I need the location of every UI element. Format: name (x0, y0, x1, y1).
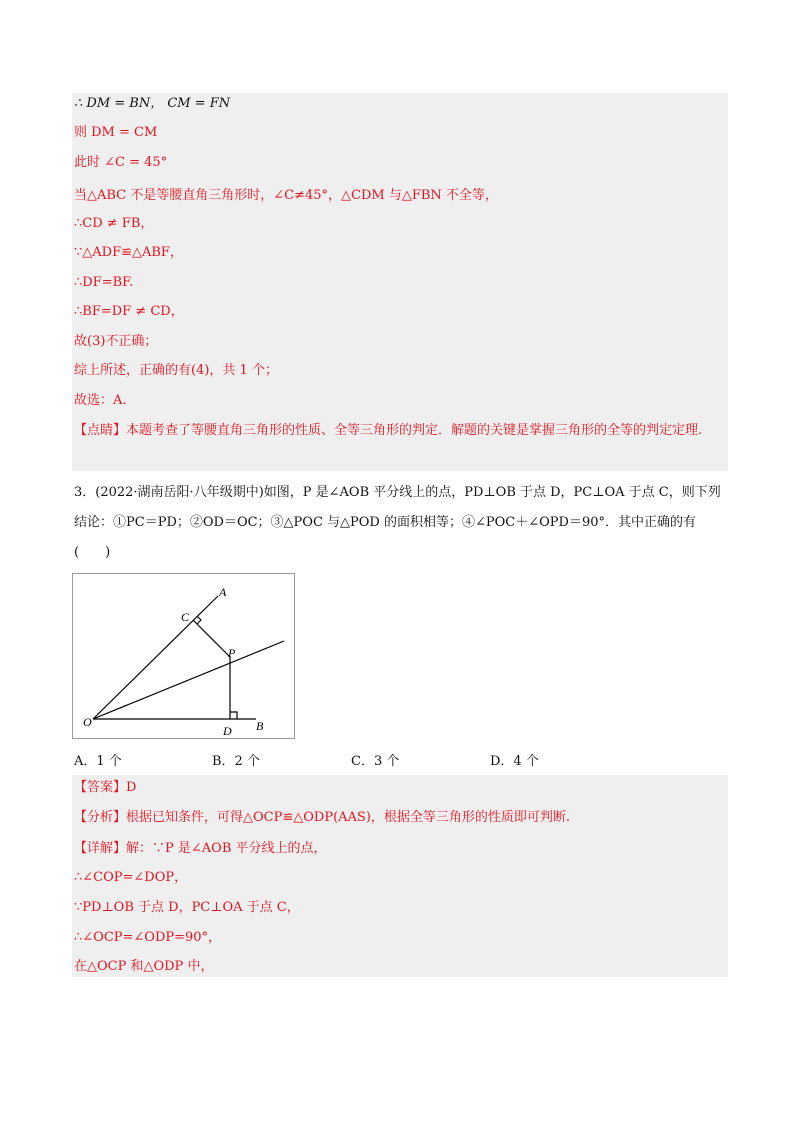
option-a: A．1 个 (74, 754, 122, 769)
option-b: B．2 个 (212, 754, 260, 769)
detail-line-3: ∵PD⊥OB 于点 D，PC⊥OA 于点 C， (74, 900, 300, 915)
label-b: B (256, 719, 264, 733)
solution-line-3: 此时 ∠C = 45° (74, 155, 168, 170)
solution-line-10: 综上所述，正确的有(4)，共 1 个； (74, 363, 278, 378)
bisector-op (93, 641, 284, 719)
solution-line-5: ∴CD ≠ FB， (74, 216, 154, 231)
solution-comment: 【点睛】本题考查了等腰直角三角形的性质、全等三角形的判定．解题的关键是掌握三角形的全等的判定定理. (74, 423, 703, 438)
solution-line-8: ∴BF=DF ≠ CD， (74, 304, 184, 319)
segment-pc (193, 620, 230, 657)
solution-line-6: ∵△ADF≌△ABF， (74, 245, 183, 260)
label-p: P (228, 646, 236, 660)
solution-line-7: ∴DF=BF. (74, 275, 134, 290)
answer-label: 【答案】D (74, 780, 137, 795)
right-angle-mark-c (197, 616, 201, 624)
solution-line-11: 故选：A. (74, 393, 127, 408)
solution-line-2: 则 DM = CM (74, 125, 158, 140)
label-d: D (223, 724, 232, 738)
option-c: C．3 个 (351, 754, 400, 769)
detail-line-4: ∴∠OCP=∠ODP=90°， (74, 930, 222, 945)
right-angle-mark-d (230, 712, 237, 719)
label-a: A (219, 585, 227, 599)
detail-line-2: ∴∠COP=∠DOP， (74, 870, 188, 885)
question-text: 3．(2022·湖南岳阳·八年级期中)如图，P 是∠AOB 平分线上的点，PD⊥OB 于点 D，PC⊥OA 于点 C，则下列结论：①PC＝PD；②OD＝OC；③△POC 与△POD 的面积相等；④∠POC＋∠OPD＝90°．其中正确的有( ) (74, 485, 721, 560)
detail-line-1: 【详解】解：∵P 是∠AOB 平分线上的点， (74, 841, 327, 856)
geometry-figure (72, 573, 295, 739)
ray-oa (93, 596, 218, 719)
option-d: D．4 个 (490, 754, 539, 769)
solution-line-1: ∴ DM = BN， CM = FN (74, 96, 231, 111)
solution-line-9: 故(3)不正确； (74, 334, 158, 349)
solution-shade-top (72, 93, 728, 471)
label-o: O (83, 715, 92, 729)
solution-line-4: 当△ABC 不是等腰直角三角形时，∠C≠45°，△CDM 与△FBN 不全等， (74, 188, 498, 203)
detail-line-5: 在△OCP 和△ODP 中， (74, 959, 214, 974)
label-c: C (181, 610, 190, 624)
angle-bisector-diagram (73, 574, 294, 738)
analysis-line: 【分析】根据已知条件，可得△OCP≌△ODP(AAS)，根据全等三角形的性质即可判断. (74, 810, 571, 825)
